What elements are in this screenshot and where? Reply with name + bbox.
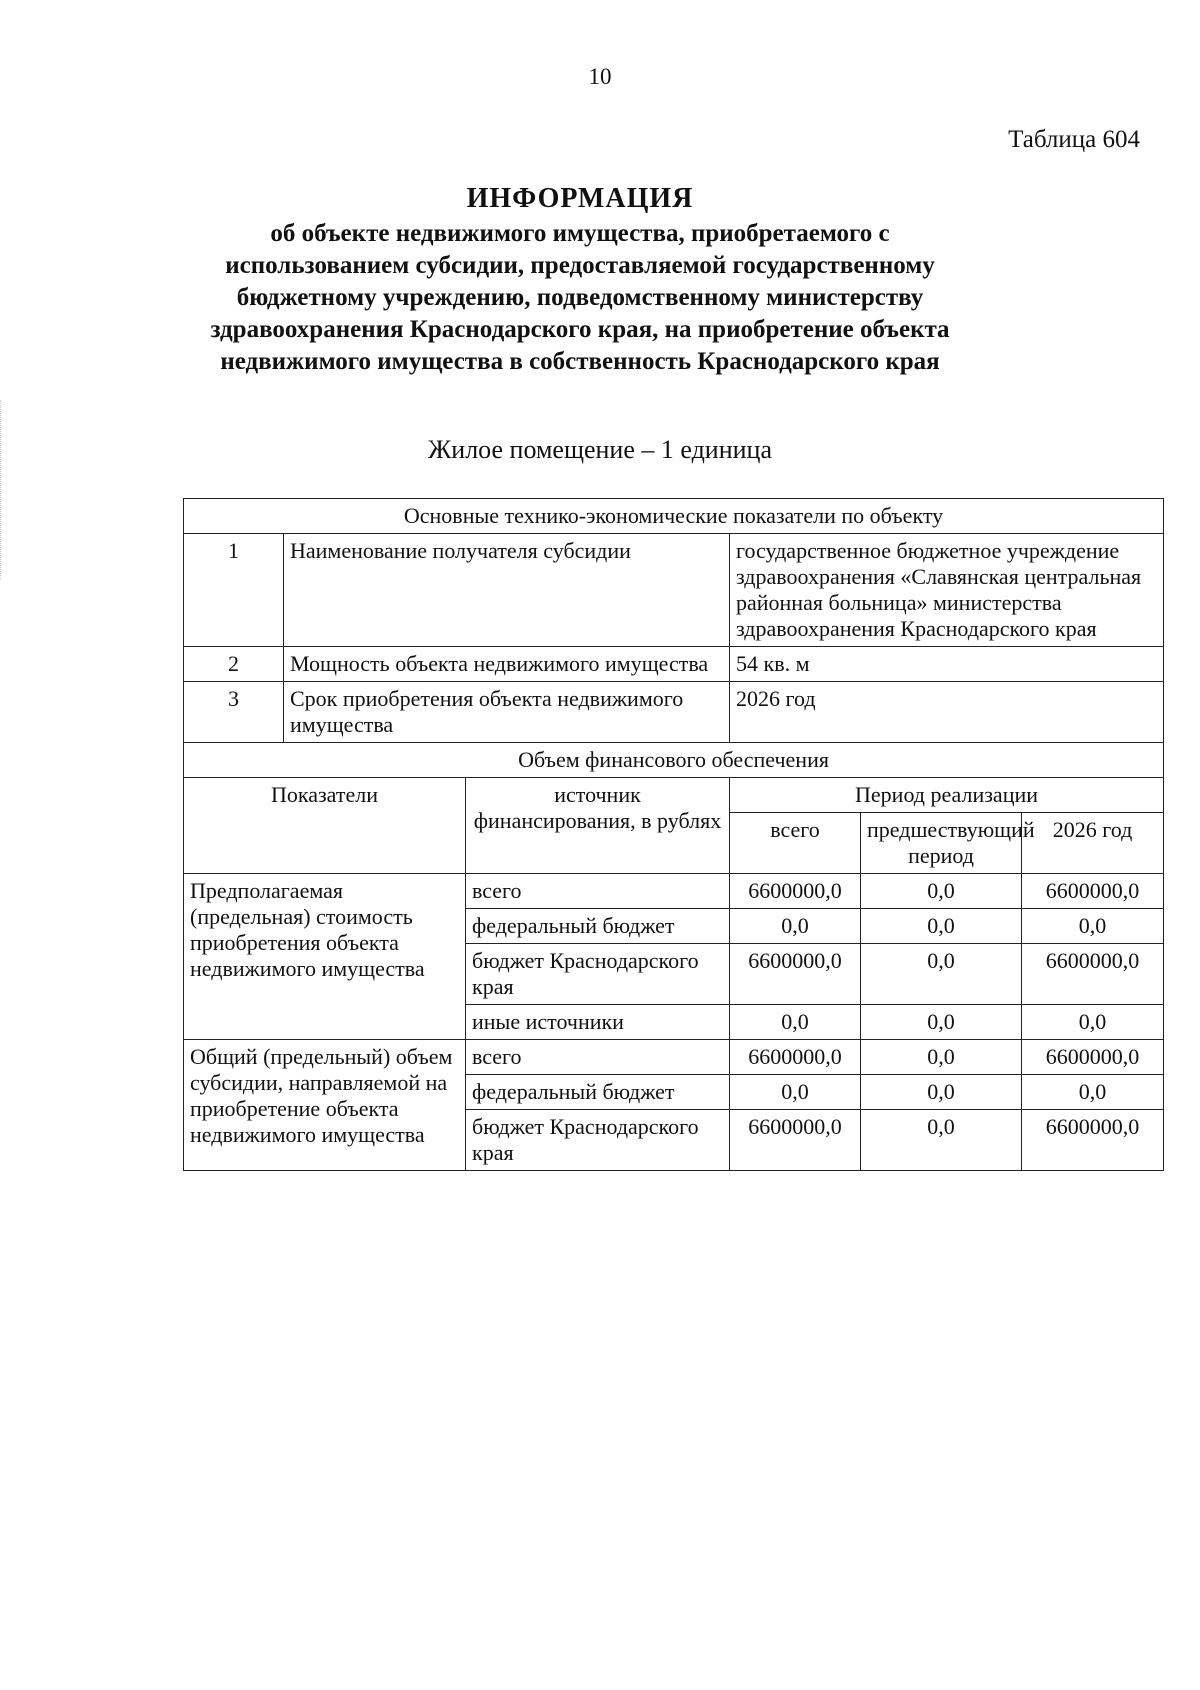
row-value: 2026 год: [730, 682, 1164, 743]
previous-cell: 0,0: [861, 874, 1022, 909]
group-label: Общий (предельный) объем субсидии, направляемой на приобретение объекта недвижимого имущества: [184, 1040, 466, 1171]
group-label: Предполагаемая (предельная) стоимость приобретения объекта недвижимого имущества: [184, 874, 466, 1040]
total-cell: 6600000,0: [730, 1110, 861, 1171]
total-cell: 6600000,0: [730, 944, 861, 1005]
previous-cell: 0,0: [861, 1110, 1022, 1171]
source-cell: всего: [466, 1040, 730, 1075]
year-cell: 6600000,0: [1022, 944, 1164, 1005]
document-title: ИНФОРМАЦИЯ: [466, 183, 694, 214]
source-cell: федеральный бюджет: [466, 909, 730, 944]
table-row: [184, 1040, 1164, 1075]
row-value: 54 кв. м: [730, 647, 1164, 682]
year-cell: 0,0: [1022, 909, 1164, 944]
year-cell: 6600000,0: [1022, 1040, 1164, 1075]
total-cell: 0,0: [730, 909, 861, 944]
main-section-header-row: [184, 499, 1164, 534]
table-label: Таблица 604: [1008, 126, 1140, 153]
total-cell: 0,0: [730, 1005, 861, 1040]
column-header-period: Период реализации: [730, 778, 1164, 813]
column-header-total: всего: [730, 813, 861, 874]
row-label: Мощность объекта недвижимого имущества: [284, 647, 730, 682]
row-label: Срок приобретения объекта недвижимого имущества: [284, 682, 730, 743]
page-number: 10: [588, 64, 612, 89]
source-cell: бюджет Краснодарского края: [466, 944, 730, 1005]
main-section-header: Основные технико-экономические показатели по объекту: [184, 499, 1164, 534]
year-cell: 6600000,0: [1022, 874, 1164, 909]
row-number: 3: [184, 682, 284, 743]
title-block: [200, 182, 960, 378]
table-row: [184, 874, 1164, 909]
column-header-source: источник финансирования, в рублях: [466, 778, 730, 874]
previous-cell: 0,0: [861, 944, 1022, 1005]
column-header-previous: предшествующий период: [861, 813, 1022, 874]
table-row: [184, 534, 1164, 647]
column-header-year: 2026 год: [1022, 813, 1164, 874]
source-cell: федеральный бюджет: [466, 1075, 730, 1110]
row-value: государственное бюджетное учреждение здравоохранения «Славянская центральная районная больница» министерства здравоохранения Краснодарского края: [730, 534, 1164, 647]
finance-header-row: [184, 778, 1164, 813]
total-cell: 6600000,0: [730, 1040, 861, 1075]
row-number: 1: [184, 534, 284, 647]
row-number: 2: [184, 647, 284, 682]
finance-section-header-row: [184, 743, 1164, 778]
year-cell: 6600000,0: [1022, 1110, 1164, 1171]
source-cell: всего: [466, 874, 730, 909]
document-subtitle: об объекте недвижимого имущества, приобретаемого с использованием субсидии, предоставляемой государственному бюджетному учреждению, подведомственному министерству здравоохранения Краснодарского края, на приобретение объекта недвижимого имущества в собственность Краснодарского края: [210, 220, 950, 375]
object-description: Жилое помещение – 1 единица: [427, 435, 772, 464]
source-cell: бюджет Краснодарского края: [466, 1110, 730, 1171]
previous-cell: 0,0: [861, 1075, 1022, 1110]
total-cell: 0,0: [730, 1075, 861, 1110]
total-cell: 6600000,0: [730, 874, 861, 909]
finance-section-header: Объем финансового обеспечения: [184, 743, 1164, 778]
table-row: [184, 647, 1164, 682]
info-table: [183, 498, 1164, 1171]
year-cell: 0,0: [1022, 1075, 1164, 1110]
source-cell: иные источники: [466, 1005, 730, 1040]
scan-edge-artifact: [0, 400, 4, 580]
column-header-indicators: Показатели: [184, 778, 466, 874]
row-label: Наименование получателя субсидии: [284, 534, 730, 647]
previous-cell: 0,0: [861, 1005, 1022, 1040]
table-row: [184, 682, 1164, 743]
previous-cell: 0,0: [861, 1040, 1022, 1075]
year-cell: 0,0: [1022, 1005, 1164, 1040]
previous-cell: 0,0: [861, 909, 1022, 944]
